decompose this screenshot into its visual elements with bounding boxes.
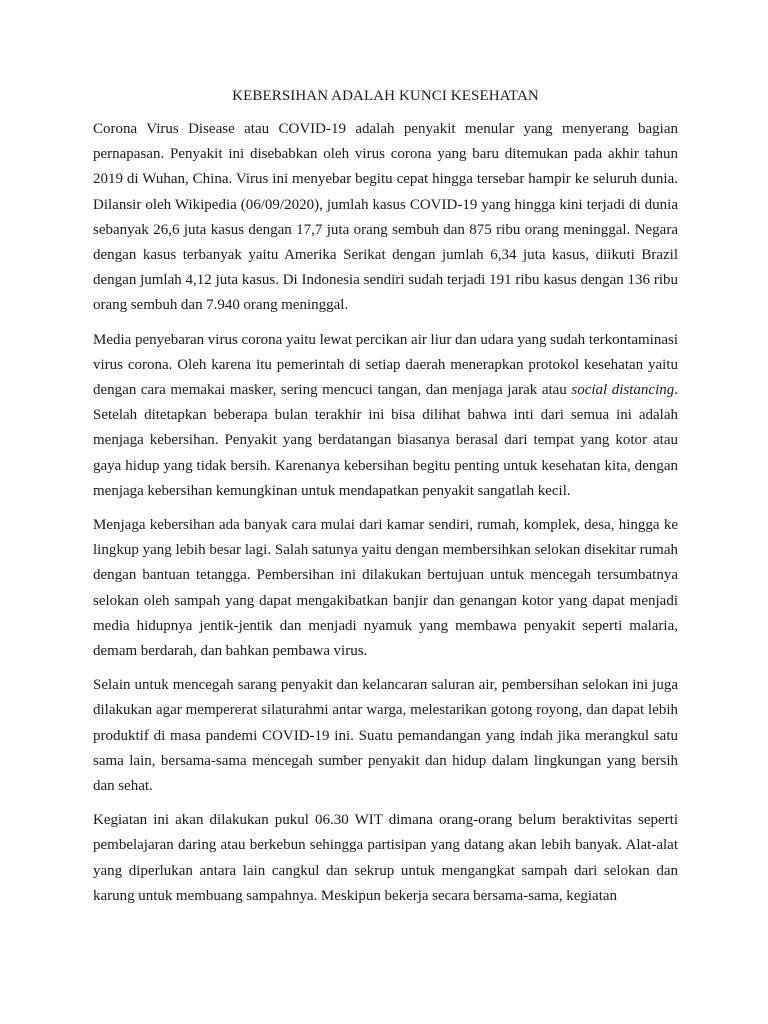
paragraph-2-emphasis: social distancing [571,382,675,399]
paragraph-5: Kegiatan ini akan dilakukan pukul 06.30 WIT dimana orang-orang belum beraktivitas seperti pembelajaran daring atau berkebun sehingga partisipan yang datang akan lebih banyak. Alat-alat yang diperlukan antara lain cangkul dan sekrup untuk mengangkat sampah dari selokan dan karung untuk membuang sampahnya. Meskipun bekerja secara bersama-sama, kegiatan [93,812,678,904]
paragraph-2-text-after: . Setelah ditetapkan beberapa bulan terakhir ini bisa dilihat bahwa inti dari semua ini adalah menjaga kebersihan. Penyakit yang berdatangan biasanya berasal dari tempat yang kotor atau gaya hidup yang tidak bersih. Karenanya kebersihan begitu penting untuk kesehatan kita, dengan menjaga kebersihan kemungkinan untuk mendapatkan penyakit sangatlah kecil. [93,382,678,499]
paragraph-2 [93,328,678,504]
document-page [93,84,678,918]
paragraph-4: Selain untuk mencegah sarang penyakit dan kelancaran saluran air, pembersihan selokan ini juga dilakukan agar mempererat silaturahmi antar warga, melestarikan gotong royong, dan dapat lebih produktif di masa pandemi COVID-19 ini. Suatu pemandangan yang indah jika merangkul satu sama lain, bersama-sama mencegah sumber penyakit dan hidup dalam lingkungan yang bersih dan sehat. [93,677,678,795]
paragraph-3: Menjaga kebersihan ada banyak cara mulai dari kamar sendiri, rumah, komplek, desa, hingga ke lingkup yang lebih besar lagi. Salah satunya yaitu dengan membersihkan selokan disekitar rumah dengan bantuan tetangga. Pembersihan ini dilakukan bertujuan untuk mencegah tersumbatnya selokan oleh sampah yang dapat mengakibatkan banjir dan genangan kotor yang dapat menjadi media hidupnya jentik-jentik dan menjadi nyamuk yang membawa penyakit seperti malaria, demam berdarah, dan bahkan pembawa virus. [93,517,678,660]
paragraph-1: Corona Virus Disease atau COVID-19 adalah penyakit menular yang menyerang bagian pernapasan. Penyakit ini disebabkan oleh virus corona yang baru ditemukan pada akhir tahun 2019 di Wuhan, China. Virus ini menyebar begitu cepat hingga tersebar hampir ke seluruh dunia. Dilansir oleh Wikipedia (06/09/2020), jumlah kasus COVID-19 yang hingga kini terjadi di dunia sebanyak 26,6 juta kasus dengan 17,7 juta orang sembuh dan 875 ribu orang meninggal. Negara dengan kasus terbanyak yaitu Amerika Serikat dengan jumlah 6,34 juta kasus, diikuti Brazil dengan jumlah 4,12 juta kasus. Di Indonesia sendiri sudah terjadi 191 ribu kasus dengan 136 ribu orang sembuh dan 7.940 orang meninggal. [93,121,678,314]
document-title: KEBERSIHAN ADALAH KUNCI KESEHATAN [232,88,539,104]
paragraph-2-text-before: Media penyebaran virus corona yaitu lewat percikan air liur dan udara yang sudah terkontaminasi virus corona. Oleh karena itu pemerintah di setiap daerah menerapkan protokol kesehatan yaitu dengan cara memakai masker, sering mencuci tangan, dan menjaga jarak atau [93,331,678,399]
